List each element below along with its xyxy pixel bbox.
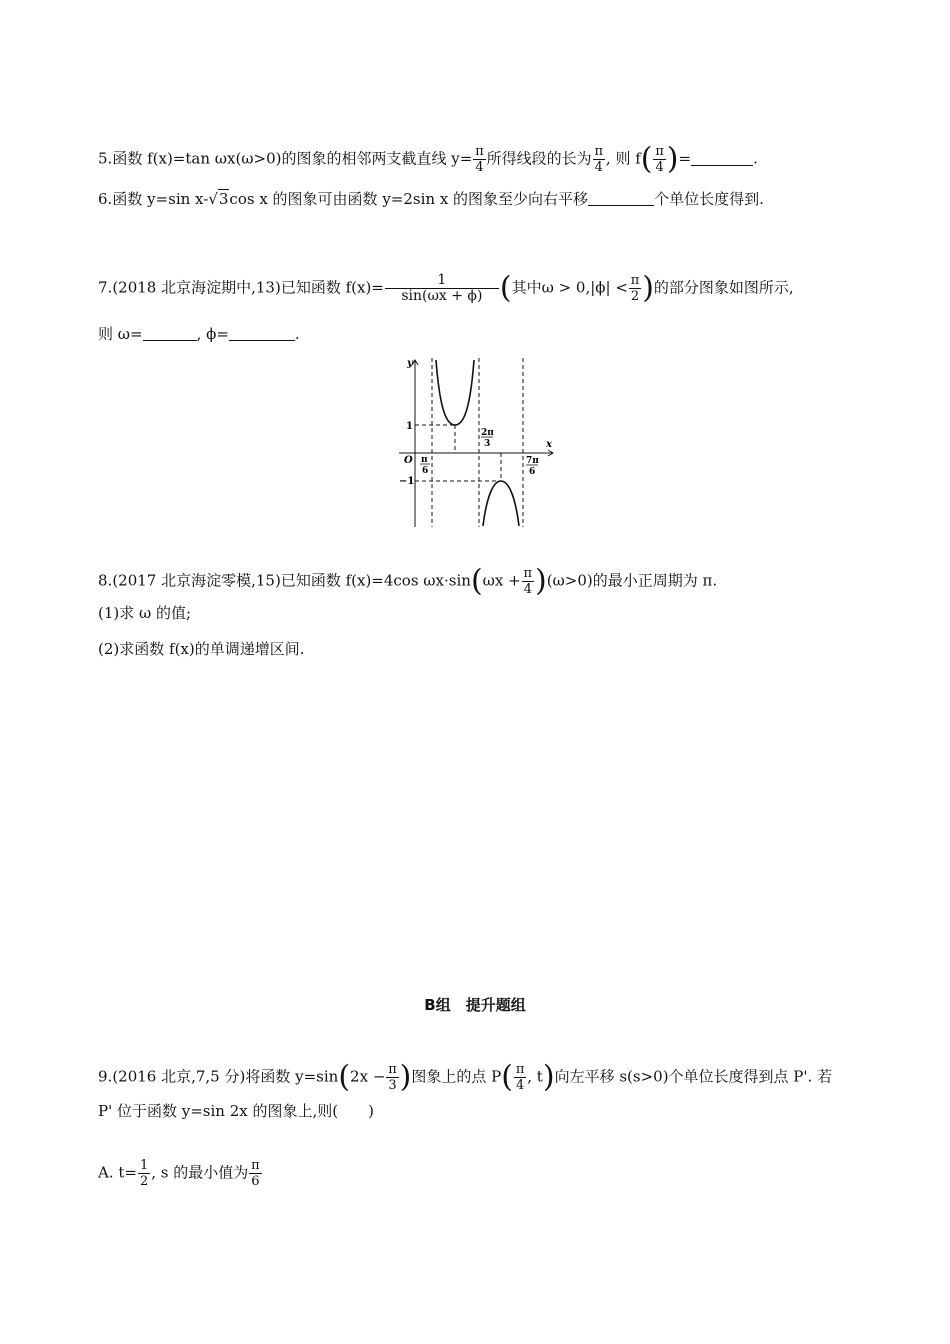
question-7: 7.(2018 北京海淀期中,13)已知函数 f(x)= $\frac{1}{\sin(\omega x + \phi)}$ (其中ω > 0,|ϕ| < $\frac{\pi}{2}$ )的部分图象如图所示, <box>98 270 794 306</box>
q6-number: 6. <box>98 190 113 208</box>
q8-text-2: (ω>0)的最小正周期为 π. <box>546 571 718 590</box>
q6-answer-blank[interactable] <box>588 205 654 206</box>
upper-branch <box>436 360 474 425</box>
q8-subquestion-1: (1)求 ω 的值; <box>98 604 192 622</box>
question-9: 9.(2016 北京,7,5 分)将函数 y=sin(2x − $\frac{\pi}{3}$ )图象上的点 P( $\frac{\pi}{4}$ , t)向左平移 s(s>0)个单位长度得到点 P'. 若 <box>98 1059 833 1095</box>
question-7-line-2: 则 ω= , ϕ= . <box>98 325 300 343</box>
x-tick-2pi-3-den: 3 <box>484 439 491 449</box>
x-tick-pi-6-num: π <box>421 455 428 465</box>
q8-inner: ωx + <box>482 571 521 590</box>
x-tick-7pi-6-num: 7π <box>526 456 539 466</box>
q5-text-4: = <box>678 149 692 168</box>
q5-fraction-arg: $\frac{\pi}{4}$ <box>655 144 664 175</box>
q5-answer-blank[interactable] <box>691 165 753 166</box>
q7-text-2: 的部分图象如图所示, <box>653 278 794 297</box>
origin-label: O <box>404 455 413 466</box>
q5-text-3: , 则 f <box>605 149 641 168</box>
q7-condition: 其中ω > 0,|ϕ| < <box>511 278 628 297</box>
q5-number: 5. <box>98 149 113 168</box>
q7-omega-blank[interactable] <box>143 340 197 341</box>
y-tick-1: 1 <box>406 421 413 432</box>
q9-fraction-pi-3: $\frac{\pi}{3}$ <box>388 1062 397 1093</box>
question-5: 5.函数 f(x)=tan ωx(ω>0)的图象的相邻两支截直线 y= $\frac{\pi}{4}$ 所得线段的长为 $\frac{\pi}{4}$ , 则 f( $\frac{\pi}{4}$ )= . <box>98 141 758 177</box>
q7-fraction-pi-2: $\frac{\pi}{2}$ <box>630 273 640 304</box>
q9-inner: 2x − <box>350 1067 386 1086</box>
q8-text-1: (2017 北京海淀零模,15)已知函数 f(x)=4cos ωx·sin <box>112 571 471 590</box>
function-graph <box>395 352 560 530</box>
q7-phi-blank[interactable] <box>229 340 295 341</box>
q9-option-a[interactable]: A. t= $\frac{1}{2}$ , s 的最小值为 $\frac{\pi}{6}$ <box>98 1158 260 1189</box>
lower-branch <box>483 481 519 526</box>
section-heading-b: B组 提升题组 <box>424 996 526 1014</box>
q9-text-3: 向左平移 s(s>0)个单位长度得到点 P'. 若 <box>554 1067 833 1086</box>
q9-text-1: (2016 北京,7,5 分)将函数 y=sin <box>112 1067 339 1086</box>
question-8: 8.(2017 北京海淀零模,15)已知函数 f(x)=4cos ωx·sin(ωx + $\frac{\pi}{4}$ )(ω>0)的最小正周期为 π. <box>98 563 718 599</box>
q8-number: 8. <box>98 571 113 590</box>
q6-text-2: cos x 的图象可由函数 y=2sin x 的图象至少向右平移 <box>229 190 589 208</box>
question-6 <box>98 189 764 209</box>
option-a-fraction-s: $\frac{\pi}{6}$ <box>251 1158 260 1189</box>
q9-text-2: 图象上的点 P <box>411 1067 502 1086</box>
q7-function-fraction: $\frac{1}{\sin(\omega x + \phi)}$ <box>385 273 499 304</box>
question-9-line-2: P' 位于函数 y=sin 2x 的图象上,则( ) <box>98 1102 374 1120</box>
q6-text-3: 个单位长度得到. <box>654 190 764 208</box>
q5-text-1: 函数 f(x)=tan ωx(ω>0)的图象的相邻两支截直线 y= <box>112 149 473 168</box>
y-axis-label: y <box>407 358 413 369</box>
option-a-fraction-t: $\frac{1}{2}$ <box>139 1158 149 1189</box>
q9-number: 9. <box>98 1067 113 1086</box>
q5-fraction-pi-4-b: $\frac{\pi}{4}$ <box>594 144 604 175</box>
q5-fraction-pi-4: $\frac{\pi}{4}$ <box>475 144 484 175</box>
y-tick-minus-1: −1 <box>399 476 415 487</box>
x-axis-label: x <box>546 439 552 450</box>
q9-point-fraction: $\frac{\pi}{4}$ <box>515 1062 525 1093</box>
q7-text-1: (2018 北京海淀期中,13)已知函数 f(x)= <box>112 278 384 297</box>
q8-subquestion-2: (2)求函数 f(x)的单调递增区间. <box>98 640 305 658</box>
q7-number: 7. <box>98 278 113 297</box>
q6-text-1: 函数 y=sin x- <box>112 190 209 208</box>
sqrt-3: √3 <box>208 190 229 208</box>
q5-text-2: 所得线段的长为 <box>486 149 592 168</box>
x-tick-7pi-6-den: 6 <box>529 467 536 477</box>
q8-fraction-pi-4: $\frac{\pi}{4}$ <box>523 566 533 597</box>
x-tick-pi-6-den: 6 <box>422 466 429 476</box>
x-tick-2pi-3-num: 2π <box>481 428 494 438</box>
